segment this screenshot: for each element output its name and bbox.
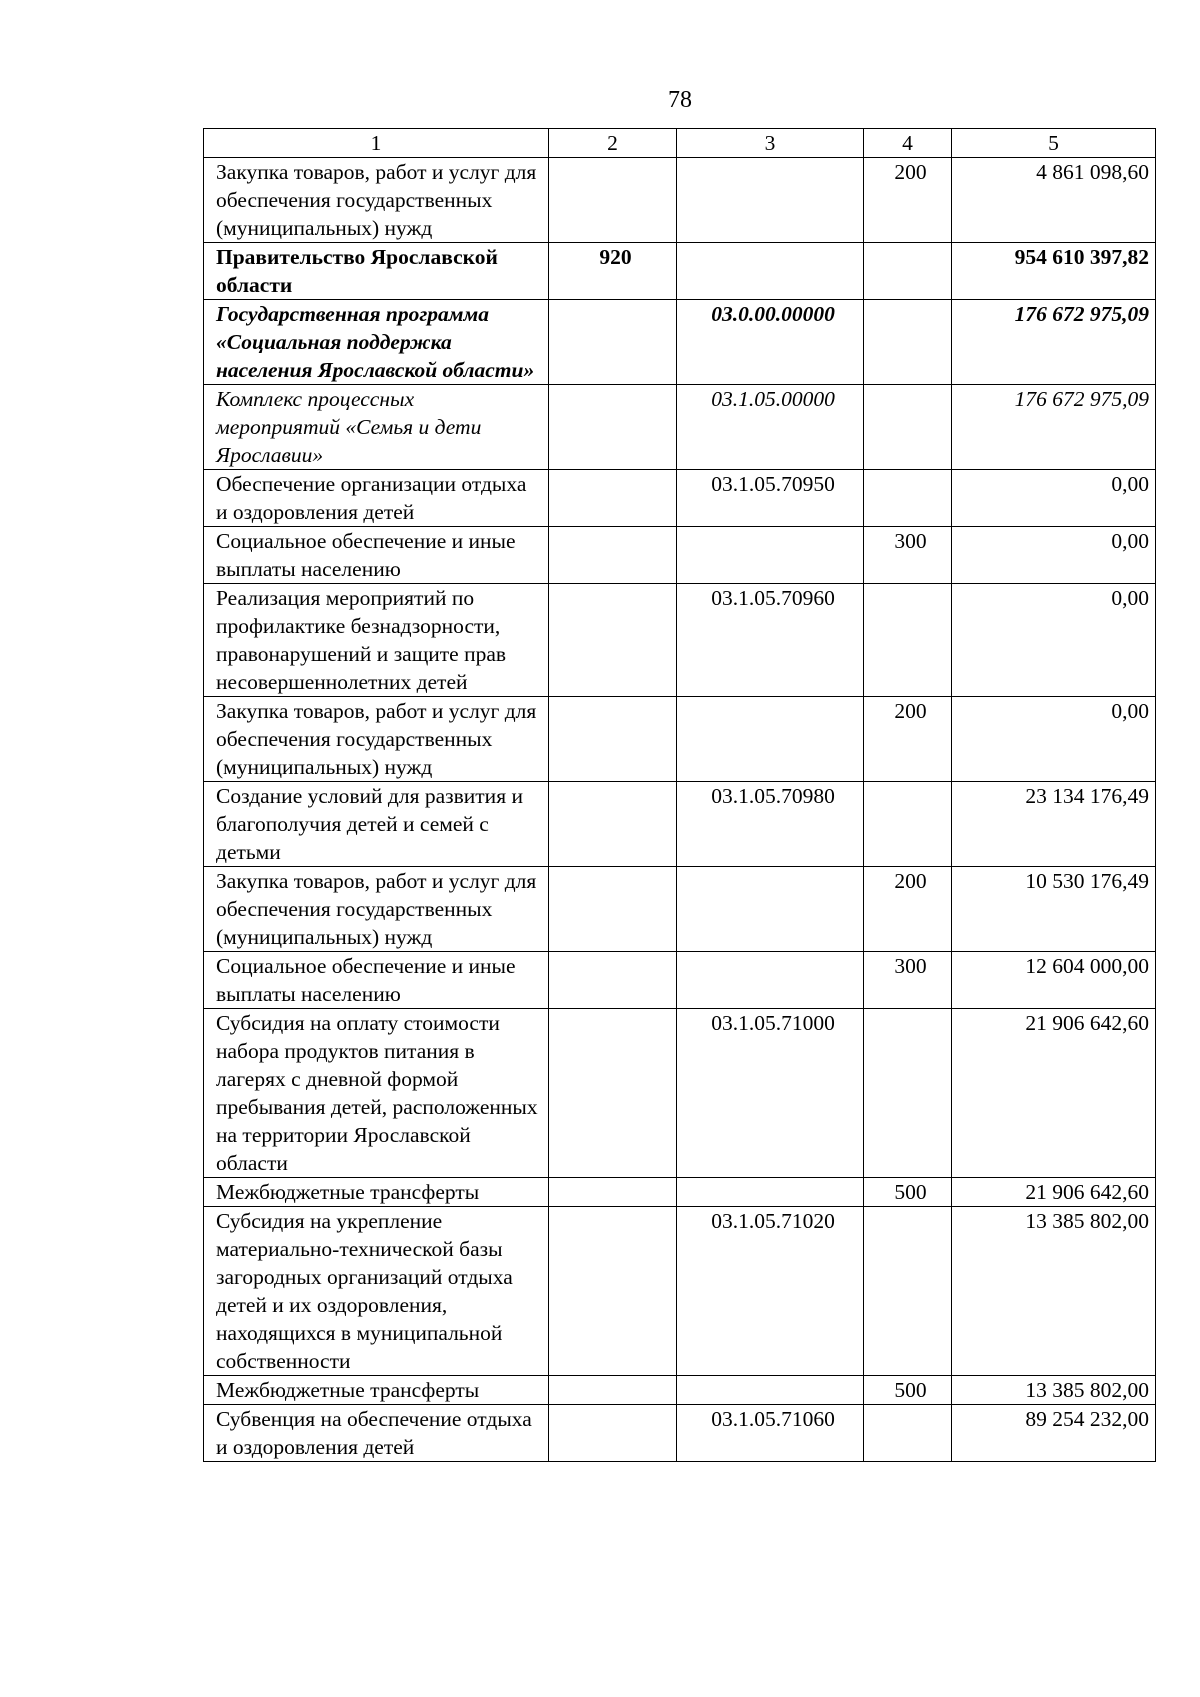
table-row	[204, 1405, 1156, 1462]
row-amount-cell: 21 906 642,60	[952, 1009, 1156, 1178]
row-target-code-cell: 03.1.05.70950	[677, 470, 864, 527]
row-target-code-cell: 03.1.05.71060	[677, 1405, 864, 1462]
row-amount-cell: 0,00	[952, 470, 1156, 527]
header-col-1: 1	[204, 129, 549, 158]
row-expense-type-cell	[864, 1009, 952, 1178]
row-expense-type-cell	[864, 470, 952, 527]
row-expense-type-cell	[864, 385, 952, 470]
row-target-code-cell	[677, 867, 864, 952]
row-target-code-cell: 03.1.05.71020	[677, 1207, 864, 1376]
row-amount-cell: 21 906 642,60	[952, 1178, 1156, 1207]
row-amount-cell: 12 604 000,00	[952, 952, 1156, 1009]
table-row	[204, 1207, 1156, 1376]
row-amount-cell: 0,00	[952, 527, 1156, 584]
row-ministry-code-cell	[549, 584, 677, 697]
row-name-cell: Субсидия на укрепление материально-технической базы загородных организаций отдыха детей и их оздоровления, находящихся в муниципальной собственности	[204, 1207, 549, 1376]
row-target-code-cell	[677, 158, 864, 243]
row-expense-type-cell: 300	[864, 527, 952, 584]
row-ministry-code-cell	[549, 867, 677, 952]
table-row	[204, 584, 1156, 697]
row-amount-cell: 89 254 232,00	[952, 1405, 1156, 1462]
row-target-code-cell	[677, 952, 864, 1009]
table-row	[204, 1009, 1156, 1178]
row-target-code-cell	[677, 243, 864, 300]
table-header-row	[204, 129, 1156, 158]
row-expense-type-cell: 500	[864, 1178, 952, 1207]
row-ministry-code-cell	[549, 782, 677, 867]
row-name-cell: Закупка товаров, работ и услуг для обеспечения государственных (муниципальных) нужд	[204, 697, 549, 782]
row-name-cell: Межбюджетные трансферты	[204, 1178, 549, 1207]
table-row	[204, 697, 1156, 782]
row-ministry-code-cell	[549, 1376, 677, 1405]
table-row	[204, 782, 1156, 867]
budget-table	[203, 128, 1156, 1462]
row-target-code-cell: 03.1.05.70960	[677, 584, 864, 697]
row-name-cell: Субвенция на обеспечение отдыха и оздоровления детей	[204, 1405, 549, 1462]
table-body	[204, 158, 1156, 1462]
table-row	[204, 527, 1156, 584]
table-row	[204, 385, 1156, 470]
row-amount-cell: 176 672 975,09	[952, 300, 1156, 385]
row-expense-type-cell	[864, 782, 952, 867]
row-name-cell: Социальное обеспечение и иные выплаты населению	[204, 952, 549, 1009]
row-ministry-code-cell	[549, 952, 677, 1009]
row-expense-type-cell	[864, 584, 952, 697]
row-target-code-cell: 03.0.00.00000	[677, 300, 864, 385]
row-amount-cell: 0,00	[952, 697, 1156, 782]
row-expense-type-cell: 200	[864, 697, 952, 782]
row-ministry-code-cell	[549, 158, 677, 243]
row-name-cell: Комплекс процессных мероприятий «Семья и дети Ярославии»	[204, 385, 549, 470]
row-expense-type-cell: 500	[864, 1376, 952, 1405]
row-amount-cell: 954 610 397,82	[952, 243, 1156, 300]
row-target-code-cell	[677, 1178, 864, 1207]
row-target-code-cell	[677, 527, 864, 584]
page-number: 78	[668, 87, 692, 113]
row-target-code-cell	[677, 1376, 864, 1405]
row-expense-type-cell	[864, 243, 952, 300]
row-ministry-code-cell	[549, 1009, 677, 1178]
row-name-cell: Обеспечение организации отдыха и оздоровления детей	[204, 470, 549, 527]
row-ministry-code-cell	[549, 1207, 677, 1376]
row-expense-type-cell: 200	[864, 158, 952, 243]
row-target-code-cell: 03.1.05.70980	[677, 782, 864, 867]
row-ministry-code-cell: 920	[549, 243, 677, 300]
table-row	[204, 867, 1156, 952]
row-expense-type-cell	[864, 1207, 952, 1376]
row-name-cell: Закупка товаров, работ и услуг для обеспечения государственных (муниципальных) нужд	[204, 867, 549, 952]
row-ministry-code-cell	[549, 1405, 677, 1462]
table-row	[204, 158, 1156, 243]
table-row	[204, 300, 1156, 385]
row-name-cell: Реализация мероприятий по профилактике безнадзорности, правонарушений и защите прав несовершеннолетних детей	[204, 584, 549, 697]
row-target-code-cell: 03.1.05.00000	[677, 385, 864, 470]
row-name-cell: Государственная программа «Социальная поддержка населения Ярославской области»	[204, 300, 549, 385]
row-amount-cell: 176 672 975,09	[952, 385, 1156, 470]
row-ministry-code-cell	[549, 527, 677, 584]
row-amount-cell: 0,00	[952, 584, 1156, 697]
row-ministry-code-cell	[549, 385, 677, 470]
row-expense-type-cell: 200	[864, 867, 952, 952]
table-row	[204, 1178, 1156, 1207]
row-name-cell: Создание условий для развития и благополучия детей и семей с детьми	[204, 782, 549, 867]
row-name-cell: Межбюджетные трансферты	[204, 1376, 549, 1405]
header-col-4: 4	[864, 129, 952, 158]
header-col-2: 2	[549, 129, 677, 158]
row-amount-cell: 4 861 098,60	[952, 158, 1156, 243]
row-target-code-cell: 03.1.05.71000	[677, 1009, 864, 1178]
row-expense-type-cell: 300	[864, 952, 952, 1009]
row-expense-type-cell	[864, 1405, 952, 1462]
row-name-cell: Социальное обеспечение и иные выплаты населению	[204, 527, 549, 584]
table-row	[204, 1376, 1156, 1405]
row-ministry-code-cell	[549, 697, 677, 782]
row-name-cell: Правительство Ярославской области	[204, 243, 549, 300]
row-ministry-code-cell	[549, 1178, 677, 1207]
table-row	[204, 243, 1156, 300]
row-amount-cell: 10 530 176,49	[952, 867, 1156, 952]
table-row	[204, 952, 1156, 1009]
row-amount-cell: 13 385 802,00	[952, 1376, 1156, 1405]
header-col-5: 5	[952, 129, 1156, 158]
row-target-code-cell	[677, 697, 864, 782]
row-name-cell: Закупка товаров, работ и услуг для обеспечения государственных (муниципальных) нужд	[204, 158, 549, 243]
row-name-cell: Субсидия на оплату стоимости набора продуктов питания в лагерях с дневной формой пребывания детей, расположенных на территории Ярославской области	[204, 1009, 549, 1178]
row-amount-cell: 13 385 802,00	[952, 1207, 1156, 1376]
row-ministry-code-cell	[549, 300, 677, 385]
table-row	[204, 470, 1156, 527]
row-amount-cell: 23 134 176,49	[952, 782, 1156, 867]
row-ministry-code-cell	[549, 470, 677, 527]
header-col-3: 3	[677, 129, 864, 158]
row-expense-type-cell	[864, 300, 952, 385]
